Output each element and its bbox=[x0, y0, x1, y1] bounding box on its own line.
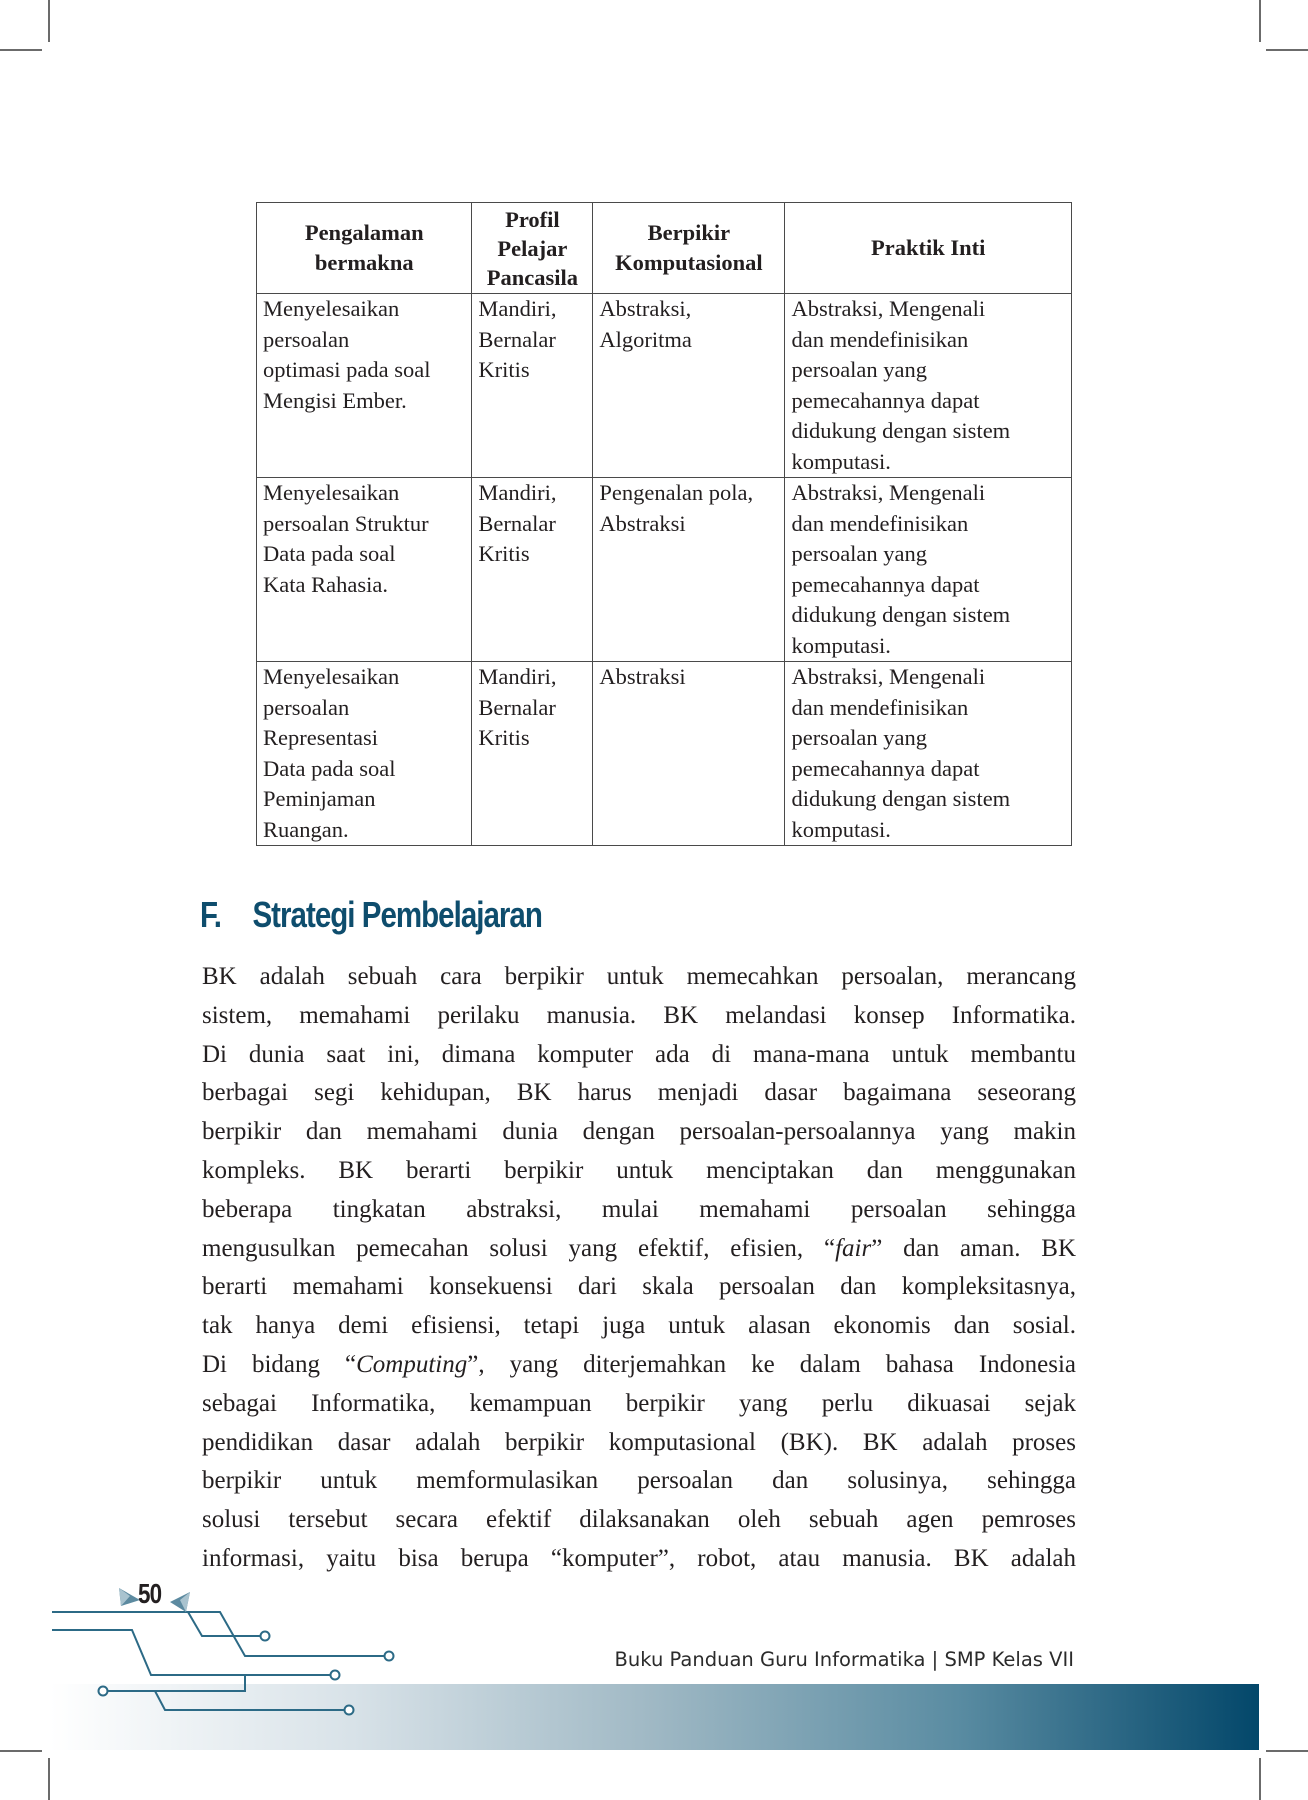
cell-text-line: bermakna bbox=[314, 250, 414, 275]
cell-text-line: dan mendefinisikan bbox=[791, 326, 969, 352]
cell-text-line: Menyelesaikan bbox=[263, 296, 400, 321]
paragraph-line: sebagai Informatika, kemampuan berpikir yang perlu dikuasai sejak bbox=[202, 1389, 1076, 1417]
cell-text-line: Praktik Inti bbox=[871, 235, 986, 260]
cell-text-line: Profil bbox=[505, 206, 560, 232]
cell-text-line: Berpikir bbox=[647, 220, 731, 245]
cell-text-line: persoalan bbox=[263, 694, 350, 720]
cell-text-line: Data pada soal bbox=[263, 755, 396, 781]
crop-mark-top-left-vertical bbox=[48, 0, 50, 42]
text-run: Di bidang “ bbox=[202, 1350, 357, 1378]
paragraph-line: berpikir untuk memformulasikan persoalan dan solusinya, sehingga bbox=[202, 1467, 1076, 1495]
cell-text-line: Representasi bbox=[263, 725, 378, 750]
cell-text-line: Kata Rahasia. bbox=[263, 571, 388, 597]
cell-text-line: Mandiri, bbox=[478, 480, 557, 505]
cell-text-line: Bernalar bbox=[478, 510, 556, 536]
cell-text-line: persoalan bbox=[263, 326, 350, 352]
crop-mark-top-right-horizontal bbox=[1266, 49, 1308, 51]
paragraph-line: sistem, memahami perilaku manusia. BK melandasi konsep Informatika. bbox=[202, 1001, 1076, 1029]
cell-text-line: Abstraksi, Mengenali bbox=[791, 296, 986, 321]
cell-berpikir bbox=[593, 662, 785, 846]
cell-text-line: Abstraksi, Mengenali bbox=[791, 480, 986, 505]
cell-text-line: Abstraksi bbox=[599, 510, 686, 536]
crop-mark-bottom-left-horizontal bbox=[0, 1750, 42, 1752]
cell-text-line: didukung dengan sistem bbox=[791, 786, 1011, 811]
cell-text-line: pemecahannya dapat bbox=[791, 571, 980, 597]
crop-mark-bottom-right-horizontal bbox=[1266, 1750, 1308, 1752]
cell-praktik bbox=[785, 294, 1072, 478]
body-paragraph bbox=[202, 958, 1076, 1579]
table-row bbox=[257, 478, 1072, 662]
cell-text-line: persoalan yang bbox=[791, 725, 928, 750]
header-profil-pelajar-pancasila bbox=[472, 203, 593, 294]
cell-text-line: Pengenalan pola, bbox=[599, 480, 754, 505]
cell-text-line: Pancasila bbox=[486, 264, 579, 290]
table-header-row bbox=[257, 203, 1072, 294]
cell-pengalaman bbox=[257, 478, 472, 662]
cell-praktik bbox=[785, 662, 1072, 846]
paragraph-line: kompleks. BK berarti berpikir untuk menciptakan dan menggunakan bbox=[202, 1156, 1076, 1184]
paragraph-line: berarti memahami konsekuensi dari skala persoalan dan kompleksitasnya, bbox=[202, 1273, 1076, 1301]
paragraph-line: solusi tersebut secara efektif dilaksanakan oleh sebuah agen pemroses bbox=[202, 1506, 1076, 1534]
cell-text-line: Menyelesaikan bbox=[263, 480, 400, 505]
cell-text-line: Pelajar bbox=[497, 235, 568, 261]
cell-text-line: Bernalar bbox=[478, 694, 556, 720]
cell-text-line: dan mendefinisikan bbox=[791, 510, 969, 536]
cell-text-line: optimasi pada soal bbox=[263, 357, 431, 382]
circuit-line bbox=[155, 1691, 345, 1710]
paragraph-line: berbagai segi kehidupan, BK harus menjadi dasar bagaimana seseorang bbox=[202, 1079, 1076, 1107]
italic-term: fair bbox=[835, 1234, 872, 1262]
page-number: 50 bbox=[138, 1578, 162, 1609]
cell-text-line: komputasi. bbox=[791, 448, 891, 474]
paragraph-line: BK adalah sebuah cara berpikir untuk memecahkan persoalan, merancang bbox=[202, 963, 1076, 990]
cell-text-line: Mandiri, bbox=[478, 296, 557, 321]
italic-term: Computing bbox=[356, 1350, 468, 1378]
table-row bbox=[257, 294, 1072, 478]
cell-praktik bbox=[785, 478, 1072, 662]
paragraph-line: Di dunia saat ini, dimana komputer ada di mana-mana untuk membantu bbox=[202, 1040, 1076, 1068]
cell-profil bbox=[472, 294, 593, 478]
cell-text-line: komputasi. bbox=[791, 816, 891, 842]
header-berpikir-komputasional bbox=[593, 203, 785, 294]
cell-text-line: pemecahannya dapat bbox=[791, 755, 980, 781]
cell-text-line: Kritis bbox=[478, 357, 530, 382]
circuit-node bbox=[385, 1652, 394, 1661]
cell-text-line: Peminjaman bbox=[263, 786, 376, 811]
cell-profil bbox=[472, 662, 593, 846]
cell-berpikir bbox=[593, 478, 785, 662]
cell-text-line: Mengisi Ember. bbox=[263, 387, 407, 413]
crop-mark-bottom-left-vertical bbox=[48, 1758, 50, 1800]
section-title: Strategi Pembelajaran bbox=[252, 894, 542, 935]
cell-pengalaman bbox=[257, 662, 472, 846]
circuit-line bbox=[188, 1612, 385, 1656]
cell-text-line: pemecahannya dapat bbox=[791, 387, 980, 413]
paragraph-line bbox=[202, 1346, 1076, 1385]
paragraph-line bbox=[202, 1230, 1076, 1269]
cell-text-line: Bernalar bbox=[478, 326, 556, 352]
cell-text-line: persoalan yang bbox=[791, 541, 928, 566]
cell-text-line: didukung dengan sistem bbox=[791, 602, 1011, 627]
crop-mark-top-right-vertical bbox=[1259, 0, 1261, 42]
cell-text-line: Menyelesaikan bbox=[263, 664, 400, 689]
header-pengalaman-bermakna bbox=[257, 203, 472, 294]
cell-text-line: didukung dengan sistem bbox=[791, 418, 1011, 443]
cell-text-line: dan mendefinisikan bbox=[791, 694, 969, 720]
circuit-node bbox=[345, 1706, 354, 1715]
paragraph-line: tak hanya demi efisiensi, tetapi juga untuk alasan ekonomis dan sosial. bbox=[202, 1312, 1076, 1340]
cell-profil bbox=[472, 478, 593, 662]
cell-text-line: Komputasional bbox=[615, 250, 763, 275]
learning-experience-table bbox=[256, 202, 1072, 846]
circuit-line bbox=[52, 1630, 330, 1675]
cell-berpikir bbox=[593, 294, 785, 478]
cell-text-line: Kritis bbox=[478, 725, 530, 750]
section-heading bbox=[200, 894, 542, 936]
cell-text-line: persoalan Struktur bbox=[263, 510, 429, 536]
circuit-line bbox=[107, 1675, 245, 1691]
paragraph-line: berpikir dan memahami dunia dengan persoalan-persoalannya yang makin bbox=[202, 1118, 1076, 1146]
circuit-decoration bbox=[0, 1560, 420, 1740]
cell-text-line: Abstraksi bbox=[599, 664, 686, 689]
cell-text-line: Mandiri, bbox=[478, 664, 557, 689]
cell-text-line: Abstraksi, bbox=[599, 296, 692, 321]
paragraph-line: pendidikan dasar adalah berpikir komputasional (BK). BK adalah proses bbox=[202, 1428, 1076, 1456]
paragraph-line: informasi, yaitu bisa berupa “komputer”, robot, atau manusia. BK adalah bbox=[202, 1544, 1076, 1572]
table-row bbox=[257, 662, 1072, 846]
paragraph-line: beberapa tingkatan abstraksi, mulai memahami persoalan sehingga bbox=[202, 1195, 1076, 1223]
cell-text-line: persoalan yang bbox=[791, 357, 928, 382]
header-praktik-inti bbox=[785, 203, 1072, 294]
text-run: mengusulkan pemecahan solusi yang efektif, efisien, “ bbox=[202, 1234, 836, 1262]
cell-text-line: Ruangan. bbox=[263, 816, 349, 842]
circuit-node bbox=[261, 1632, 270, 1641]
page-number-right-arrow-icon bbox=[168, 1590, 194, 1616]
section-letter: F. bbox=[200, 894, 221, 935]
cell-text-line: Pengalaman bbox=[304, 220, 424, 245]
circuit-node bbox=[331, 1671, 340, 1680]
footer-book-title: Buku Panduan Guru Informatika | SMP Kelas VII bbox=[614, 1648, 1074, 1671]
cell-text-line: Algoritma bbox=[599, 326, 692, 352]
text-run: ” dan aman. BK bbox=[871, 1234, 1076, 1262]
cell-text-line: Kritis bbox=[478, 541, 530, 566]
cell-pengalaman bbox=[257, 294, 472, 478]
circuit-node bbox=[99, 1687, 108, 1696]
crop-mark-bottom-right-vertical bbox=[1259, 1758, 1261, 1800]
cell-text-line: komputasi. bbox=[791, 632, 891, 658]
text-run: ”, yang diterjemahkan ke dalam bahasa Indonesia bbox=[467, 1350, 1077, 1378]
crop-mark-top-left-horizontal bbox=[0, 49, 42, 51]
cell-text-line: Abstraksi, Mengenali bbox=[791, 664, 986, 689]
cell-text-line: Data pada soal bbox=[263, 541, 396, 566]
